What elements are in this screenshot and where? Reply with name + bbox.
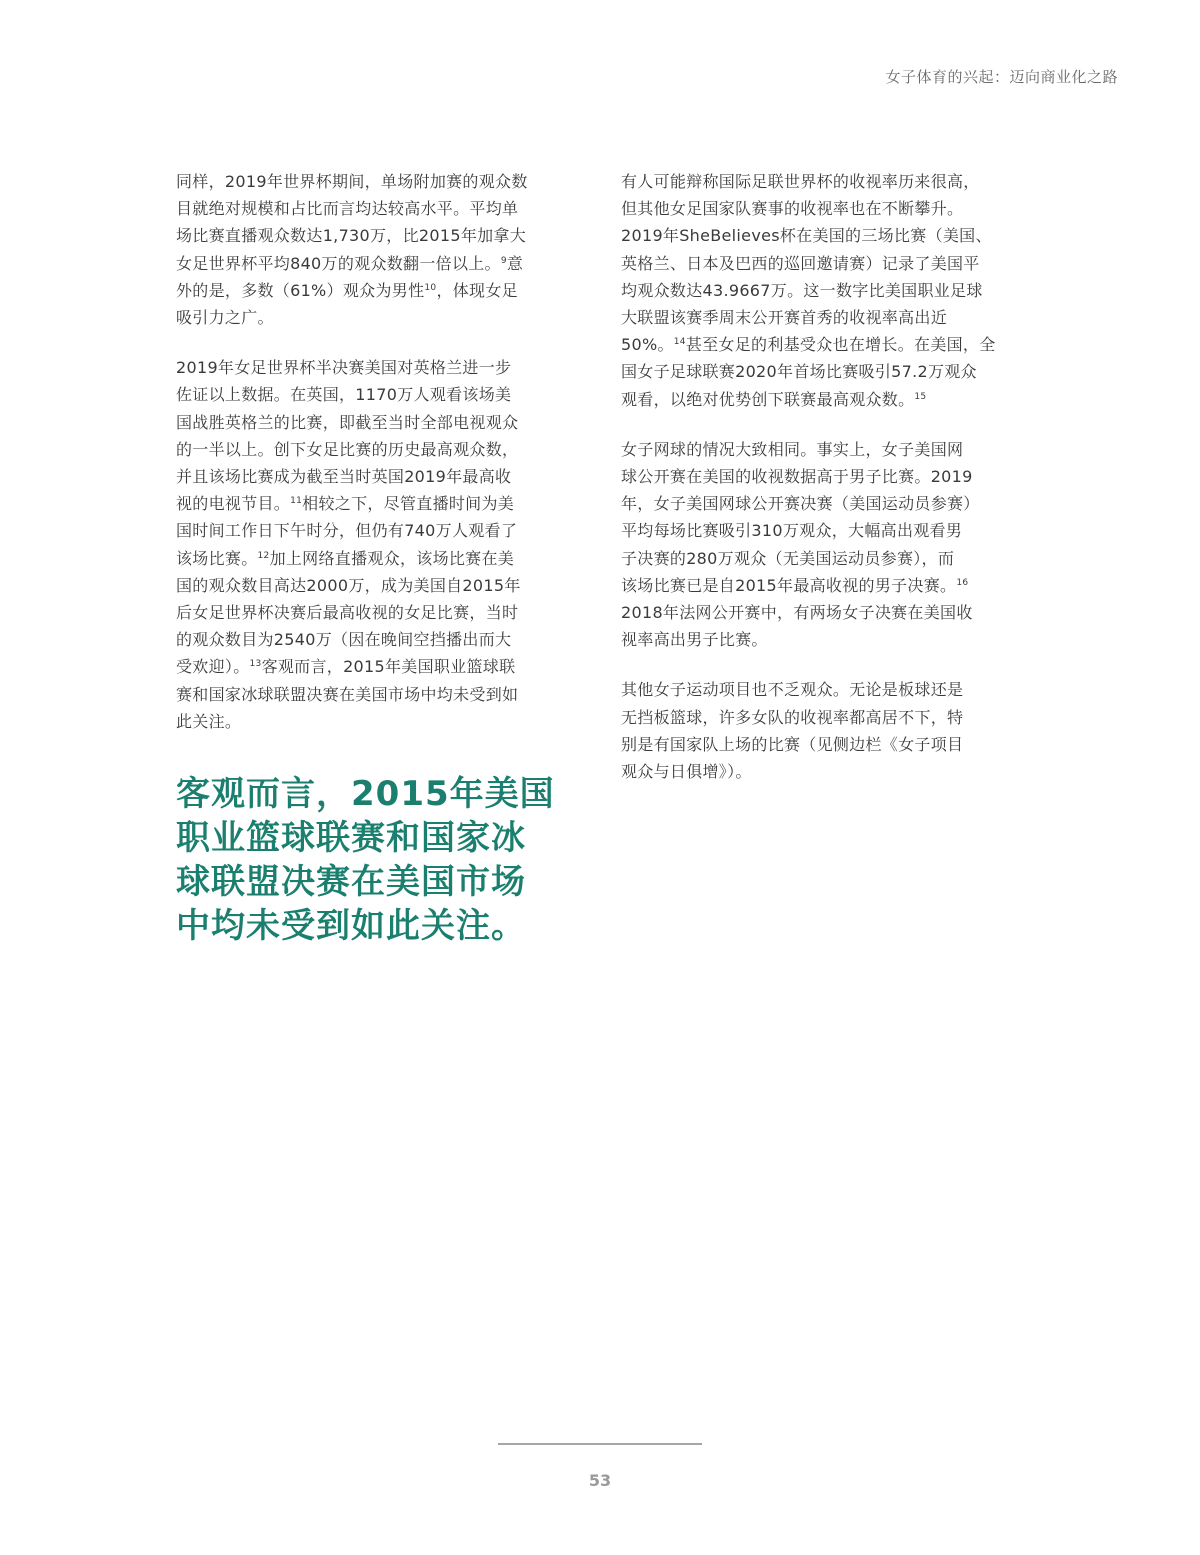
text-line bbox=[176, 653, 586, 680]
text-line: 的观众数目为2540万（因在晚间空挡播出而大 bbox=[176, 630, 512, 650]
text-line: 女子网球的情况大致相同。事实上，女子美国网 bbox=[621, 439, 964, 459]
text-line: 子决赛的280万观众（无美国运动员参赛），而 bbox=[621, 548, 955, 568]
footer-divider bbox=[498, 1443, 702, 1445]
text-segment: 该场比赛。 bbox=[176, 548, 258, 568]
text-line: 此关注。 bbox=[176, 711, 242, 731]
text-line: 佐证以上数据。在英国，1170万人观看该场美 bbox=[176, 385, 512, 405]
pull-quote-line: 职业篮球联赛和国家冰 bbox=[176, 818, 526, 858]
text-line bbox=[176, 250, 586, 277]
pull-quote bbox=[176, 772, 555, 948]
footnote-ref-16[interactable]: 16 bbox=[956, 577, 969, 588]
text-line: 有人可能辩称国际足联世界杯的收视率历来很高， bbox=[621, 172, 980, 191]
text-line: 别是有国家队上场的比赛（见侧边栏《女子项目 bbox=[621, 734, 964, 754]
paragraph-semifinal-viewership bbox=[176, 354, 586, 735]
text-line: 同样，2019年世界杯期间，单场附加赛的观众数 bbox=[176, 172, 528, 191]
text-line: 其他女子运动项目也不乏观众。无论是板球还是 bbox=[621, 680, 964, 700]
footnote-ref-13[interactable]: 13 bbox=[249, 659, 262, 670]
footnote-ref-11[interactable]: 11 bbox=[290, 496, 303, 507]
footnote-ref-12[interactable]: 12 bbox=[257, 550, 270, 561]
text-line bbox=[176, 277, 586, 304]
right-column bbox=[621, 168, 1031, 808]
text-line: 2019年SheBelieves杯在美国的三场比赛（美国、 bbox=[621, 226, 992, 246]
text-line: 后女足世界杯决赛后最高收视的女足比赛，当时 bbox=[176, 603, 519, 623]
text-segment: 加上网络直播观众，该场比赛在美 bbox=[269, 548, 515, 568]
text-line bbox=[176, 545, 586, 572]
text-segment: 50%。 bbox=[621, 335, 674, 355]
footnote-ref-15[interactable]: 15 bbox=[914, 391, 927, 402]
pull-quote-line: 客观而言，2015年美国 bbox=[176, 774, 555, 814]
footnote-ref-9[interactable]: 9 bbox=[500, 255, 507, 266]
text-segment: 外的是，多数（61%）观众为男性 bbox=[176, 280, 425, 300]
text-line: 2019年女足世界杯半决赛美国对英格兰进一步 bbox=[176, 358, 512, 378]
text-line: 目就绝对规模和占比而言均达较高水平。平均单 bbox=[176, 199, 519, 219]
paragraph-other-sports bbox=[621, 676, 1031, 785]
page-number: 53 bbox=[588, 1471, 612, 1490]
pull-quote-line: 球联盟决赛在美国市场 bbox=[176, 862, 526, 902]
footnote-ref-14[interactable]: 14 bbox=[673, 337, 686, 348]
text-line: 2018年法网公开赛中，有两场女子决赛在美国收 bbox=[621, 603, 973, 623]
text-line: 的一半以上。创下女足比赛的历史最高观众数， bbox=[176, 439, 519, 459]
text-line: 吸引力之广。 bbox=[176, 308, 274, 328]
text-line bbox=[621, 331, 1031, 358]
paragraph-tennis-ratings bbox=[621, 436, 1031, 654]
left-column bbox=[176, 168, 586, 758]
text-line: 场比赛直播观众数达1,730万，比2015年加拿大 bbox=[176, 226, 527, 246]
text-segment: 女足世界杯平均840万的观众数翻一倍以上。 bbox=[176, 253, 501, 273]
running-header-title: 女子体育的兴起：迈向商业化之路 bbox=[885, 68, 1118, 86]
text-line: 国战胜英格兰的比赛，即截至当时全部电视观众 bbox=[176, 412, 519, 432]
footnote-ref-10[interactable]: 10 bbox=[424, 282, 437, 293]
text-line: 赛和国家冰球联盟决赛在美国市场中均未受到如 bbox=[176, 684, 519, 704]
text-segment: 该场比赛已是自2015年最高收视的男子决赛。 bbox=[621, 575, 957, 595]
text-line: 并且该场比赛成为截至当时英国2019年最高收 bbox=[176, 467, 512, 487]
text-segment: 意 bbox=[506, 253, 524, 273]
paragraph-world-cup-viewership bbox=[176, 168, 586, 331]
text-segment: 客观而言，2015年美国职业篮球联 bbox=[261, 657, 516, 677]
text-line: 平均每场比赛吸引310万观众，大幅高出观看男 bbox=[621, 521, 963, 541]
text-line: 均观众数达43.9667万。这一数字比美国职业足球 bbox=[621, 280, 983, 300]
text-line: 国的观众数目高达2000万，成为美国自2015年 bbox=[176, 575, 521, 595]
paragraph-national-team-ratings bbox=[621, 168, 1031, 413]
text-segment: 甚至女足的利基受众也在增长。在美国，全 bbox=[685, 335, 996, 355]
text-segment: 相较之下，尽管直播时间为美 bbox=[302, 494, 515, 514]
pull-quote-line: 中均未受到如此关注。 bbox=[176, 906, 526, 946]
text-segment: ，体现女足 bbox=[436, 280, 518, 300]
text-line bbox=[176, 490, 586, 517]
text-line bbox=[621, 572, 1031, 599]
text-line: 年，女子美国网球公开赛决赛（美国运动员参赛） bbox=[621, 494, 980, 514]
text-segment: 观看，以绝对优势创下联赛最高观众数。 bbox=[621, 389, 915, 409]
text-line: 国时间工作日下午时分，但仍有740万人观看了 bbox=[176, 521, 518, 541]
text-line: 但其他女足国家队赛事的收视率也在不断攀升。 bbox=[621, 199, 964, 219]
text-line bbox=[621, 386, 1031, 413]
text-line: 无挡板篮球，许多女队的收视率都高居不下，特 bbox=[621, 707, 964, 727]
text-line: 球公开赛在美国的收视数据高于男子比赛。2019 bbox=[621, 467, 973, 487]
text-line: 国女子足球联赛2020年首场比赛吸引57.2万观众 bbox=[621, 362, 977, 382]
text-segment: 受欢迎）。 bbox=[176, 657, 250, 677]
text-line: 观众与日俱增》）。 bbox=[621, 762, 752, 782]
text-segment: 视的电视节目。 bbox=[176, 494, 291, 514]
text-line: 英格兰、日本及巴西的巡回邀请赛）记录了美国平 bbox=[621, 253, 980, 273]
text-line: 视率高出男子比赛。 bbox=[621, 630, 768, 650]
text-line: 大联盟该赛季周末公开赛首秀的收视率高出近 bbox=[621, 308, 948, 328]
